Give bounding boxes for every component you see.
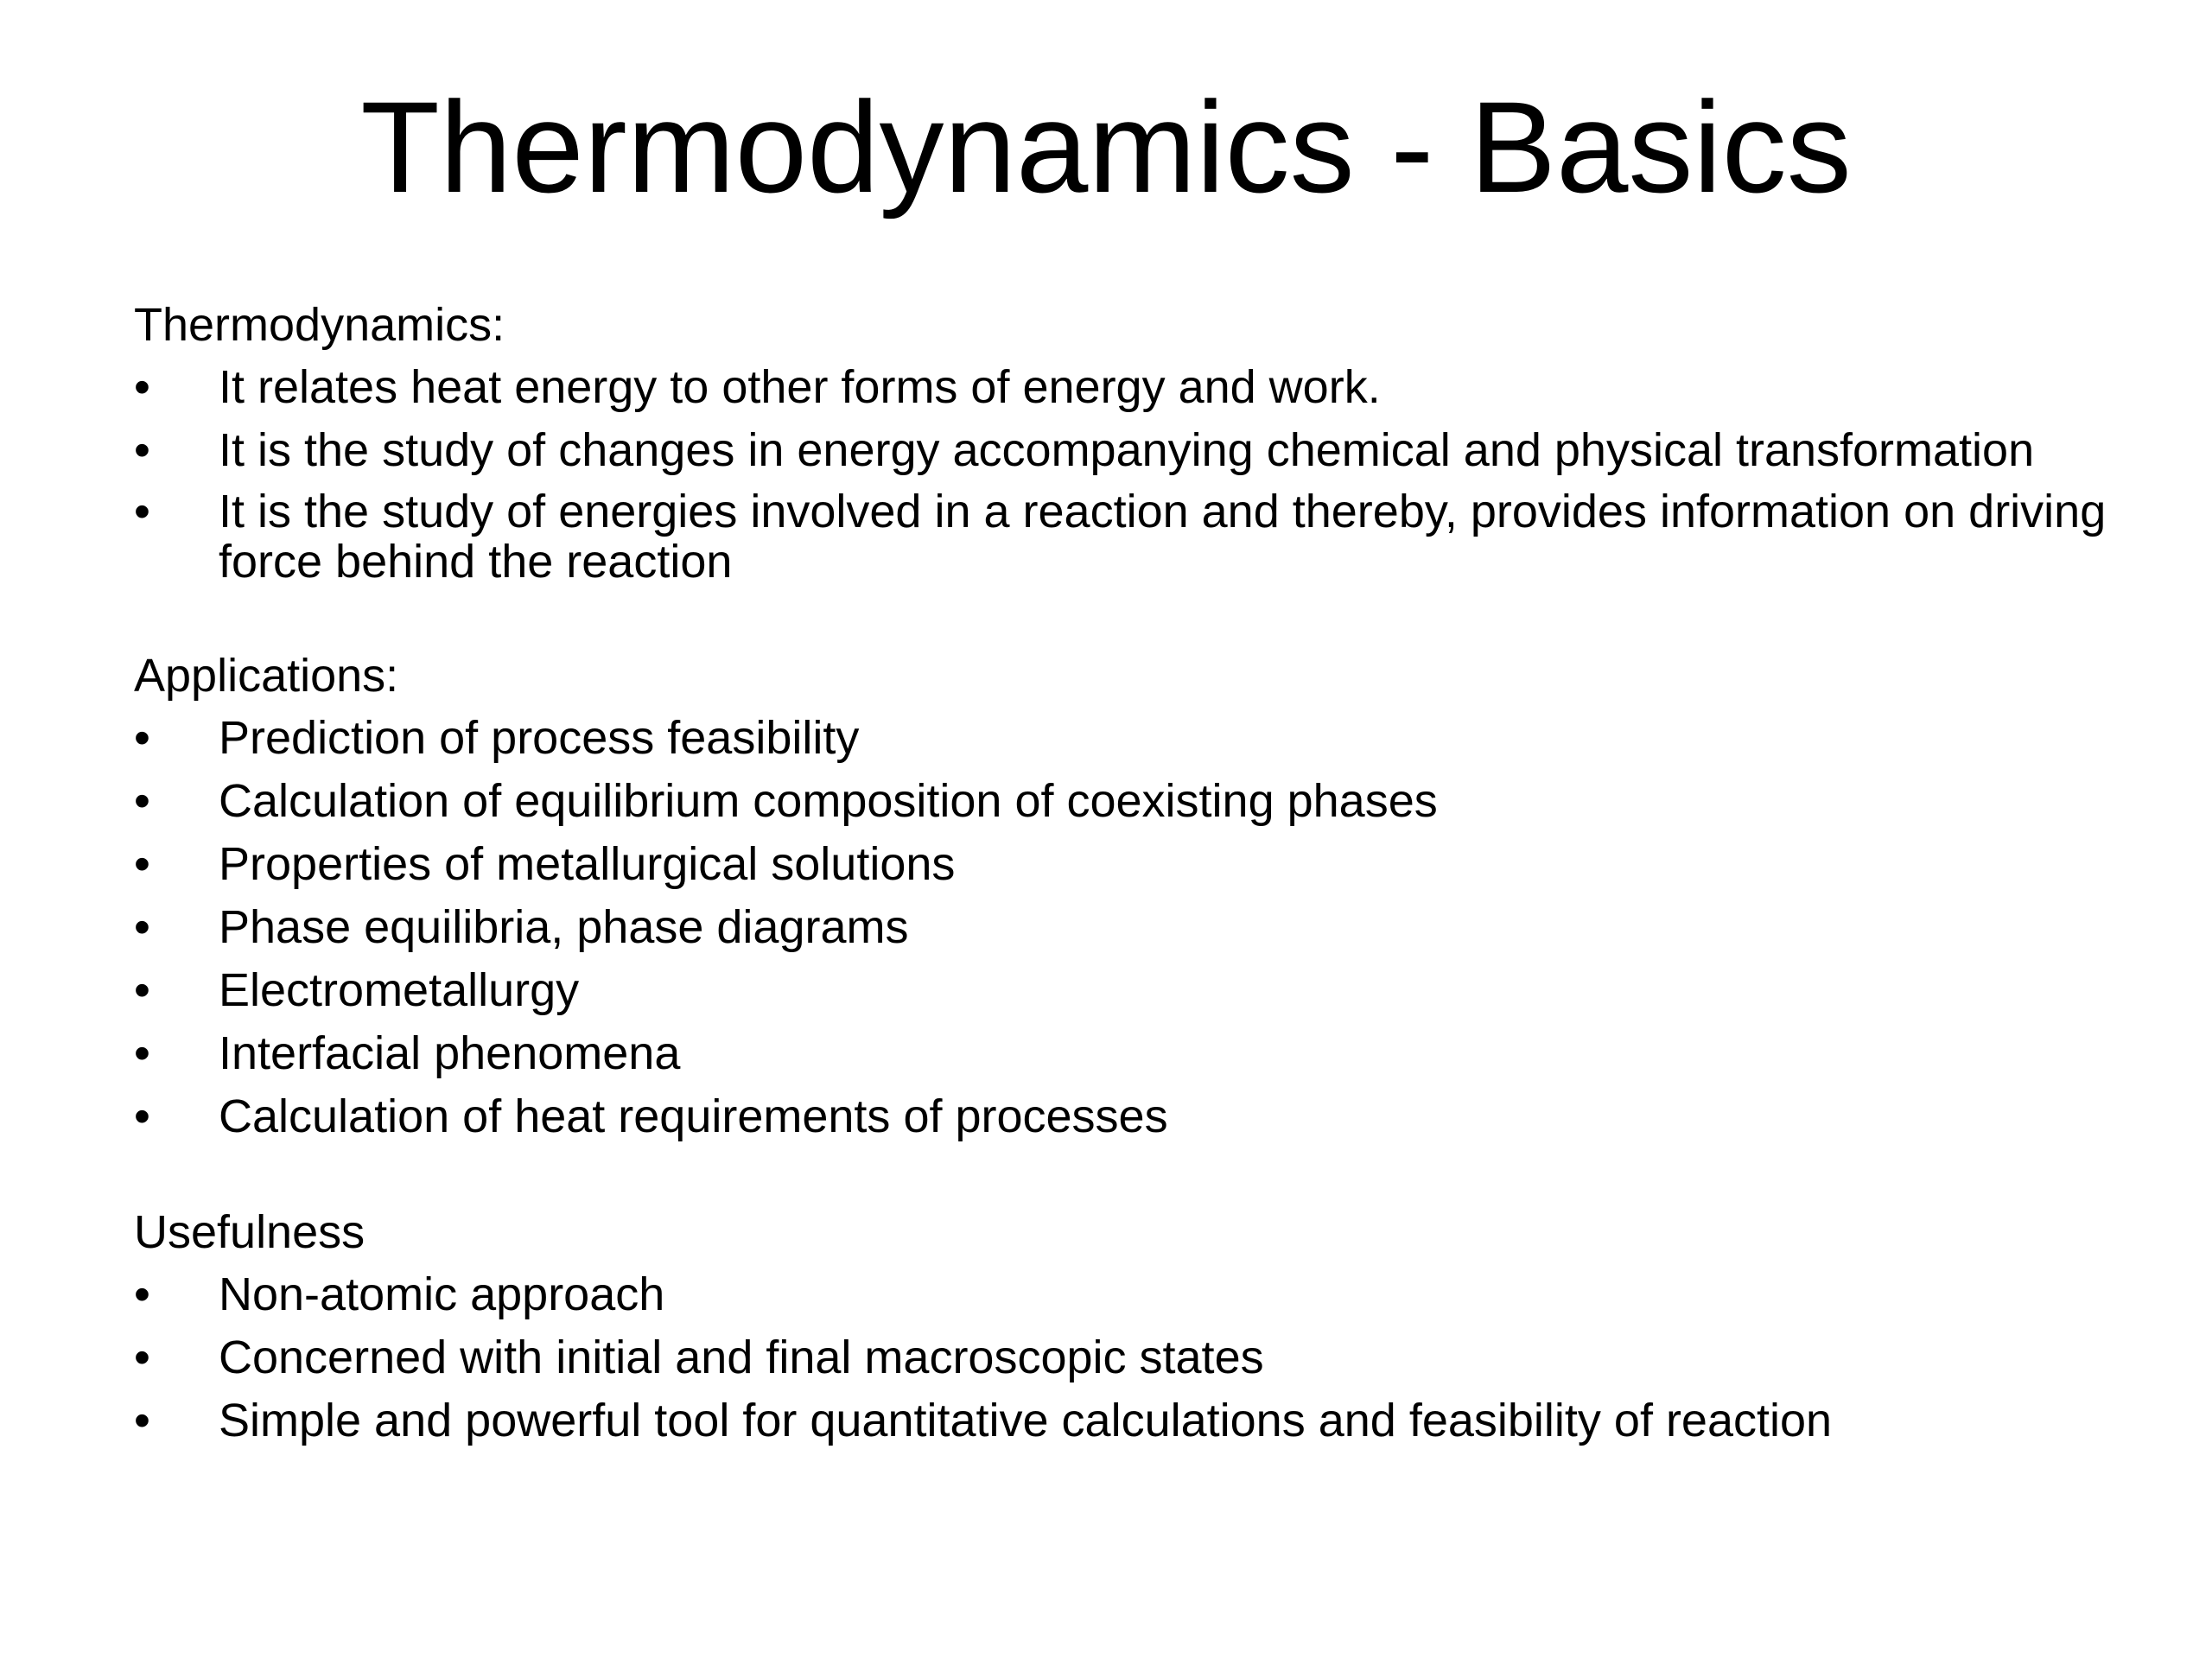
list-item — [134, 1394, 2121, 1447]
list-item-text: Prediction of process feasibility — [219, 712, 860, 764]
list-item — [134, 486, 2121, 587]
bullet-icon: • — [134, 964, 150, 1016]
bullet-list — [134, 360, 2121, 587]
bullet-icon: • — [134, 1268, 150, 1320]
bullet-list — [134, 1268, 2121, 1447]
section-thermodynamics — [134, 298, 2121, 587]
list-item — [134, 360, 2121, 414]
bullet-icon: • — [134, 838, 150, 890]
list-item-text: Electrometallurgy — [219, 964, 580, 1016]
bullet-icon: • — [134, 712, 150, 764]
section-usefulness — [134, 1205, 2121, 1447]
section-heading: Usefulness — [134, 1206, 365, 1258]
bullet-icon: • — [134, 1395, 150, 1446]
list-item-text: Properties of metallurgical solutions — [219, 838, 956, 890]
list-item — [134, 1090, 2121, 1143]
bullet-icon: • — [134, 361, 150, 413]
bullet-icon: • — [134, 1332, 150, 1383]
section-heading: Applications: — [134, 650, 399, 702]
list-item-text: Calculation of equilibrium composition of coexisting phases — [219, 775, 1438, 827]
list-item — [134, 774, 2121, 828]
list-item — [134, 423, 2121, 477]
bullet-icon: • — [134, 1027, 150, 1079]
list-item-text: It is the study of energies involved in a reaction and thereby, provides information on driving force behind the reaction — [219, 486, 2107, 588]
list-item — [134, 1268, 2121, 1321]
list-item-text: Calculation of heat requirements of processes — [219, 1090, 1168, 1142]
section-heading: Thermodynamics: — [134, 299, 505, 351]
slide-content — [134, 298, 2121, 1457]
list-item — [134, 837, 2121, 891]
bullet-icon: • — [134, 486, 150, 537]
list-item-text: Non-atomic approach — [219, 1268, 665, 1320]
list-item — [134, 1331, 2121, 1384]
list-item-text: Concerned with initial and final macroscopic states — [219, 1332, 1264, 1383]
bullet-icon: • — [134, 901, 150, 953]
list-item-text: Phase equilibria, phase diagrams — [219, 901, 909, 953]
list-item — [134, 900, 2121, 954]
bullet-icon: • — [134, 775, 150, 827]
list-item-text: It is the study of changes in energy accompanying chemical and physical transformation — [219, 424, 2035, 476]
list-item-text: It relates heat energy to other forms of energy and work. — [219, 361, 1381, 413]
list-item — [134, 711, 2121, 765]
bullet-list — [134, 711, 2121, 1143]
slide-title: Thermodynamics - Basics — [360, 74, 1852, 219]
list-item-text: Simple and powerful tool for quantitative calculations and feasibility of reaction — [219, 1395, 1833, 1446]
bullet-icon: • — [134, 424, 150, 476]
list-item — [134, 1027, 2121, 1080]
list-item — [134, 963, 2121, 1017]
bullet-icon: • — [134, 1090, 150, 1142]
section-applications — [134, 649, 2121, 1143]
list-item-text: Interfacial phenomena — [219, 1027, 681, 1079]
